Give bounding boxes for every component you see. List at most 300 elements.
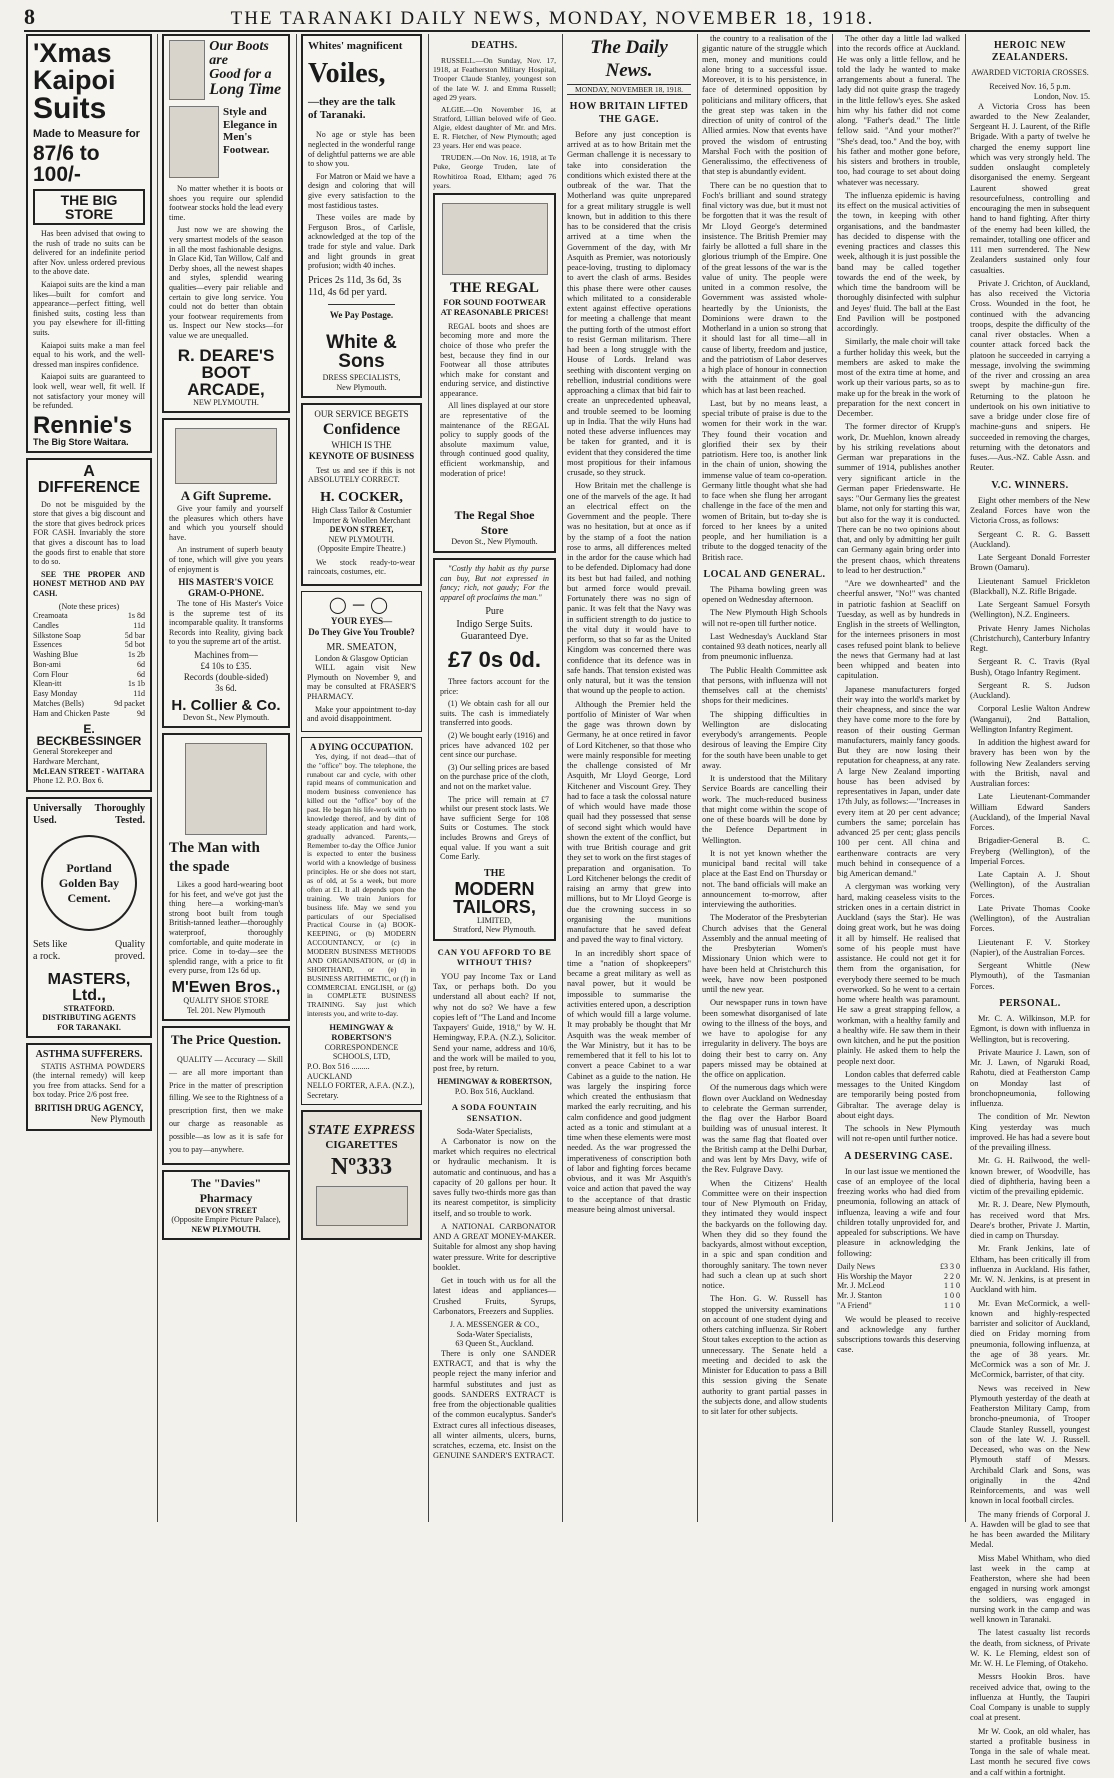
ad-headline: ASTHMA SUFFERERS. — [35, 1049, 143, 1061]
column-7 — [837, 34, 960, 1524]
personal-item: Mr W. Cook, an old whaler, has started a profitable business in Tonga in the sale of whale meat. Last month he secured five cows and a calf within a fortnight. — [970, 1726, 1090, 1777]
price-item-value: 11d — [133, 689, 145, 699]
ad-text: Yes, dying, if not dead—that of the "office" boy. The telephone, the runabout car and cycle, with other rapid means of communication and modern business convenience has killed out the "office" boy of the past. He began his life-work with no knowledge thereof, and by dint of steady application and hard work, gradually advanced. Parents,—Remember to-day the Office Junior is expected to enter the business world with a knowledge of business principles. He or she does not start, as of old, at 5s a week, but more often at £1. It all depends upon the training. We train Juniors for business life. May we send you particulars of our Specialised Practical Course in (a) BOOK-KEEPING, or (b) MODERN ACCOUNTANCY, or (c) in MODERN BUSINESS METHODS AND ORGANISATION, or (d) in SHORTHAND, or (e) in BUSINESS ARITHMETIC, or (f) in COMMERCIAL ENGLISH, or (g) in COMPLETE BUSINESS TRAINING. Say just which interests you, and write to-day. — [307, 751, 416, 1019]
ad-quote: "Costly thy habit as thy purse can buy, But not expressed in fancy; rich, not gaudy; For the apparel oft proclaims the man." — [440, 564, 549, 602]
personal-item: Miss Mabel Whitham, who died last week in the camp at Featherston, where she had been engaged in nursing work amongst the soldiers, was engaged in nursing work in the camp and was well known in Taranaki. — [970, 1553, 1090, 1624]
subscription-value: 1 1 0 — [944, 1300, 960, 1310]
column-rule — [157, 34, 158, 1522]
optician-ad — [301, 591, 422, 732]
ad-price: Prices 2s 11d, 3s 6d, 3s — [308, 274, 402, 286]
ad-text: The price will remain at £7 whilst our present stock lasts. We have sufficient Serge for 108 Suits or Costumes. The stock includes Browns and Greys of equal value. If you want a suit Come Early. — [440, 794, 549, 862]
ad-text: Pure — [485, 606, 504, 618]
advertiser-town: New Plymouth — [90, 1113, 145, 1124]
gramophone-ad — [162, 418, 290, 728]
advertiser-address: McLEAN STREET - WAITARA — [33, 766, 145, 776]
subscription-label: His Worship the Mayor — [837, 1271, 912, 1281]
advertiser-name: MODERN — [454, 878, 535, 899]
advertiser-name: The Regal Shoe Store — [454, 508, 535, 537]
news-item: Last Wednesday's Auckland Star contained 93 death notices, nearly all from pneumonic influenza. — [702, 631, 827, 662]
death-notice: ALGIE.—On November 16, at Stratford, Lillian beloved wife of Geo. Algie, eldest daughter of Mr. and Mrs. E. R. Fletcher, of New Plymouth; aged 23 years. Her end was peace. — [433, 104, 556, 151]
advertiser-address: 63 Queen St., Auckland. — [455, 1339, 534, 1349]
article-body — [702, 34, 827, 563]
boot-illustration — [169, 40, 205, 100]
ad-subhead: Made to Measure for — [33, 128, 140, 140]
ad-subhead: Elegance in — [223, 118, 278, 131]
news-item: Similarly, the male choir will take a further holiday this week, but the members are asked to make the most of the extra time at home, and work up their various parts, so as to make up for the break in the work of preparation for the next concert in December. — [837, 337, 960, 418]
ad-headline: 'Xmas — [33, 38, 112, 68]
advertiser-town: Devon St., New Plymouth. — [451, 537, 538, 547]
death-notice: TRUDEN.—On Nov. 16, 1918, at Te Puke, George Truden, late of Rowhitiroa Road, Eltham; aged 76 years. — [433, 153, 556, 190]
advertiser-name: Rennie's — [33, 411, 133, 439]
shoe-illustration — [169, 106, 219, 178]
death-notice: RUSSELL.—On Sunday, Nov. 17, 1918, at Featherston Military Hospital, Trooper Claude Stanley, youngest son of the late W. J. and Emma Russell; aged 29 years. — [433, 56, 556, 102]
vc-recipient: Lieutenant Samuel Frickleton (Blackball), N.Z. Rifle Brigade. — [970, 576, 1090, 596]
ad-text: Machines from— — [194, 650, 258, 661]
advertiser-name: MASTERS, Ltd., — [47, 970, 131, 1004]
article-paragraph: Private J. Crichton, of Auckland, has also received the Victoria Cross. Wounded in the foot, he continued with the advancing troops, despite the difficulty of the canal river obstacles. When a counter attack forced back the platoon he succeeded in carrying a message, involving the swimming of the river and crossing an area swept by machine-gun fire. Returning to the platoon he undertook on his own initiative to save a bridge under close fire of machine-guns and snipers. He succeeded in removing the charges, returning with the detonators and fuses.—Aus.-NZ. Cable Assn. and Reuter. — [970, 278, 1090, 473]
news-item: The New Plymouth High Schools will not re-open till further notice. — [702, 608, 827, 628]
mewen-boots-ad — [162, 733, 290, 1021]
vc-list — [970, 792, 1090, 992]
personal-news-list — [970, 1014, 1090, 1778]
ad-text: Three factors account for the price: — [440, 677, 549, 696]
personal-item: The latest casualty list records the death, from sickness, of Private W. K. Le Fleming, eldest son of Mr. W. H. Le Fleming, of Otakeho. — [970, 1628, 1090, 1668]
product-name: Nº333 — [330, 1153, 393, 1180]
news-item: London cables that deferred cable messages to the United Kingdom are temporarily being posted from Gibraltar. The average delay is about eight days. — [837, 1069, 960, 1120]
subscription-label: Mr. J. Stanton — [837, 1291, 882, 1301]
ad-headline: of Taranaki. — [308, 108, 366, 121]
ad-text: Give your family and yourself the pleasures which others have and which you yourself should have. — [169, 503, 283, 542]
price-item-value: 11d — [133, 620, 145, 630]
section-heading: LOCAL AND GENERAL. — [703, 568, 826, 580]
column-rule — [965, 34, 966, 1522]
ad-headline: Kaipoi — [33, 65, 116, 95]
ad-text: No age or style has been neglected in the wonderful range of delightful patterns we are able to show you. — [308, 130, 415, 169]
ad-headline: Suits — [33, 92, 107, 125]
ad-headline: A Gift Supreme. — [180, 488, 272, 504]
store-logo: THE BIG STORE — [33, 189, 145, 225]
ad-text: QUALITY — Accuracy — Skill — are all more important than Price in the matter of prescription filling. We see to the Rightness of a prescription first, then we make our charge as reasonable as possible—as low as it is safe for you to pay—anywhere. — [169, 1055, 283, 1154]
ad-text: Just now we are showing the very smartest models of the season in all the most fashionable designs. In Glace Kid, Tan Willow, Calf and Derby shoes, all the newest shapes and styles, splendid wearing qualities—every pair reliable and certain to give long service. You could not do better than obtain your footwear requirements from us. Inspect our New stocks—for value we are unequalled. — [169, 225, 283, 340]
ad-text: There is only one SANDER EXTRACT, and that is why the people reject the many inferior and harmful substitutes and just as goods. SANDERS EXTRACT is free from the objectionable qualities of the common eucalyptus. Sander's Extract cures all infectious diseases, all winter ailments, ulcers, burns, scratches, eczema, etc. Insist on the GENUINE SANDER'S EXTRACT. — [433, 1348, 556, 1461]
ad-headline: A DYING OCCUPATION. — [310, 741, 413, 752]
editorial-masthead: The Daily News. — [590, 37, 668, 82]
ad-headline: Long Time — [209, 81, 282, 98]
ad-headline: Our Boots are — [209, 39, 269, 68]
price-question-ad — [162, 1026, 290, 1165]
advertiser-town: Stratford, New Plymouth. — [453, 925, 536, 935]
news-item: Of the numerous dags which were flown over Auckland on Wednesday to celebrate the German surrender, the flag over the Harbor Board building was of unusual interest. It was the same flag that floated over the British camp at the Delhi Durbar, and was lent by Mrs Davy, wife of the Rev. Fulgrave Davy. — [702, 1083, 827, 1175]
price-item-label: Klean-itt — [33, 679, 62, 689]
ad-headline: —they are the talk — [308, 95, 396, 108]
ad-price: £7 0s 0d. — [448, 647, 541, 673]
ad-note: (Note these prices) — [58, 601, 120, 611]
advertiser-name: HEMINGWAY & ROBERTSON, — [437, 1077, 552, 1087]
price-item-label: Matches (Bells) — [33, 698, 84, 708]
advertiser-name: J. A. MESSENGER & CO., — [449, 1320, 540, 1330]
section-heading: DEATHS. — [471, 40, 518, 51]
vc-recipient: Brigadier-General B. C. Freyberg (Wellington), of the Imperial Forces. — [970, 836, 1090, 866]
price-item-value: 6d — [137, 659, 145, 669]
news-item: The Hon. G. W. Russell has stopped the university examinations on account of one student dying and others catching influenza. Sir Robert Stout takes exception to the action as unnecessary. The Senate held a meeting and decided to ask the Minister for Education to pass a Bill this session giving the Senate authority to grant partial passes in the subjects done, and allow students to sit later for other subjects. — [702, 1294, 827, 1417]
personal-item: The many friends of Corporal J. A. Hawden will be glad to see that he has been awarded the Military Medal. — [970, 1509, 1090, 1550]
difference-ad — [26, 458, 152, 792]
ad-text: For Matron or Maid we have a design and coloring that will give every satisfaction to the most fastidious tastes. — [308, 171, 415, 210]
ad-headline: Whites' magnificent — [308, 40, 403, 52]
ad-text: (2) We bought early (1916) and prices have advanced 102 per cent since our purchase. — [440, 730, 549, 760]
subscription-label: "A Friend" — [837, 1300, 872, 1310]
article-headline: HEROIC NEW ZEALANDERS. — [991, 40, 1069, 64]
personal-item: Mr. G. H. Railwood, the well-known brewer, of Woodville, has died of diphtheria, having been a victim of the prevailing epidemic. — [970, 1156, 1090, 1196]
advertiser-name: HEMINGWAY & ROBERTSON'S — [329, 1022, 394, 1043]
advertiser-sub: London & Glasgow Optician — [314, 653, 409, 663]
ad-text: No matter whether it is boots or shoes you require our splendid footwear stocks hold the lead every time. — [169, 184, 283, 222]
price-item-value: 5d bot — [124, 640, 145, 650]
vc-list — [970, 530, 1090, 736]
ad-text: proved. — [114, 951, 145, 963]
ad-text: Thoroughly — [94, 802, 145, 814]
article-paragraph: Although the Premier held the portfolio of Minister of War when the gage was thrown down by Germany, he at once retired in favor of Lord Kitchener, so that those who were mainly responsible for meeting the challenge consisted of Mr Asquith, Mr Lloyd George, Lord Kitchener and Viscount Grey. They had to face a task the colossal nature of which would have made those quail had they possessed that sense of second sight which would have shown the extent of the conflict, but with true British courage and grit they set to work on the first stages of preparation and organisation. To Lord Kitchener belongs the credit of raising an army that grew into millions, but to Mr Lloyd George is due the crowning success in so organising the munitions manufacture that he saved defeat and paved the way to final victory. — [567, 699, 691, 945]
news-item: The Moderator of the Presbyterian Church advises that the General Assembly and the annual meeting of the Presbyterian Women's Missionary Union which were to have been held at Christchurch this week, have now been postponed until the new year. — [702, 913, 827, 995]
ad-price: 3s 6d. — [215, 682, 237, 693]
ad-text: Portland — [66, 861, 112, 876]
column-1 — [26, 34, 152, 1524]
article-paragraph: In addition the highest award for bravery has been won by the following New Zealanders serving with the British, naval and Australian forces: — [970, 738, 1090, 789]
davies-pharmacy-ad — [162, 1170, 290, 1240]
advertiser-sub: NELLO FORTER, A.F.A. (N.Z.), Secretary. — [307, 1081, 415, 1100]
column-rule — [832, 34, 833, 1522]
price-item-value: 1s 8d — [127, 611, 145, 621]
advertiser-phone: Tel. 201. New Plymouth — [186, 1005, 266, 1015]
article-paragraph: How Britain met the challenge is one of the marvels of the age. It had an electrical effect on the Government and the people. There was no hesitation, but at once as if by the stamp of a foot the nation rose to arms, all differences melted in the ardor for the cause which had to be defended. Diplomacy had done its best but had failed, and nothing but armed force would prevail. Fortunately there was no sign of panic. It was felt that the Navy was in sufficient strength to do justice to the vital duty it would have to perform, so that so far as the United Kingdom was concerned there was confidence that its defence was in safe hands. That tension existed was only natural, but it was the tension that wound up the people to action. — [567, 481, 691, 696]
ad-headline: Good for a — [209, 67, 272, 82]
correspondence-schools-ad — [301, 737, 422, 1106]
vc-recipient: Late Lieutenant-Commander William Edward Sanders (Auckland), of the Imperial Naval Forces. — [970, 792, 1090, 833]
advertiser-name: BOOT — [201, 362, 251, 382]
dateline: Received Nov. 16, 5 p.m. — [989, 82, 1071, 92]
news-item: The Public Health Committee ask that persons, with influenza will not themselves call at the chemists' shops for their medicines. — [702, 665, 827, 706]
advertiser-sub: The Big Store Waitara. — [33, 436, 129, 447]
article-paragraph: Eight other members of the New Zealand Forces have won the Victoria Cross, as follows: — [970, 495, 1090, 526]
advertiser-address: (Opposite Empire Theatre.) — [317, 544, 406, 554]
ad-text: Sets like — [33, 939, 68, 951]
news-item: Our newspaper runs in town have been somewhat disorganised of late owing to the illness of the boys, and we have to apologise for any irregularity in delivery. The boys are doing their best to carry on. Any papers missed may be obtained at the office on application. — [702, 998, 827, 1080]
ad-headline: The Man with — [169, 840, 260, 857]
ad-text: YOU pay Income Tax or Land Tax, or perhaps both. Do you understand all about each? If not, why not do so? We have a few copies left of "The Land and Income Taxpayers' Guide, 1918," by W. H. Hemingway, F.P.A. (N.Z.), Solicitor. Send your name, address and 10/6, and the work will be mailed to you, post free, by return. — [433, 971, 556, 1074]
personal-item: The condition of Mr. Newton King yesterday was much improved. He has had a severe bout of the prevailing illness. — [970, 1112, 1090, 1152]
ad-text: We stock ready-to-wear raincoats, costumes, etc. — [308, 557, 415, 577]
advertiser-sub: DISTRIBUTING AGENTS FOR TARANAKI. — [42, 1013, 136, 1032]
price-item-value: 6d — [137, 669, 145, 679]
article-paragraph: Before any just conception is arrived at as to how Britain met the German challenge it is necessary to take into consideration the conditions which existed there at the outbreak of the war. That the Motherland was quite unprepared for a great military struggle is well known, but in addition to this there has to be considered that the crisis arrived at a time when the Government of the day, with Mr Asquith as Premier, was notoriously peace-loving, trusting to diplomacy to avert the clash of arms. Besides this phase there were other causes which militated to a considerable extent against effective operations for meeting a challenge that meant the putting forth of the utmost effort to resist German militarism. There had been a long struggle with the House of Lords. Ireland was seething with discontent verging on rebellion, industrial conditions were approaching a climax that bid fair to create an unprecedented upheaval, and trouble seemed to be looming up in India. That the wily Huns had noted these adverse influences may be taken for granted, and it is evident that they considered the time most propitious for their infamous crusade, so they struck. — [567, 129, 691, 478]
news-item: A clergyman was working very hard, making ceaseless visits to the stricken ones in a certain district in Auckland (says the Star). He was doing great work, but he was doing it all by himself. He realised that some of his people must have assistance. He could not get it for them from the organisation, for everybody there seemed to be much overworked. So he went to a certain home where health was paramount. He saw a great strapping fellow, a workman, with a healthy family and a healthy wife. He saw them in their own kitchen, and he put the position plainly. He asked them to help the people next door. — [837, 882, 960, 1066]
masthead — [24, 4, 1090, 32]
news-item: The influenza epidemic is having its effect on the musical activities of the town, in keeping with other organisations, and the bandmaster has decided to dispense with the evening practices and classes this week, although it is just possible the band may be called together towards the end of the week, by which time the bandroom will be thoroughly disinfected with sulphur and Jeyes' fluid. The ball at the East End Pavilion will be postponed accordingly. — [837, 190, 960, 333]
vc-recipient: Lieutenant F. V. Storkey (Napier), of the Australian Forces. — [970, 937, 1090, 957]
section-heading: V.C. WINNERS. — [991, 479, 1069, 491]
subscription-label: Daily News — [837, 1261, 875, 1271]
ad-text: Golden Bay — [58, 875, 120, 890]
ad-text: An instrument of superb beauty of tone, which will give you years of enjoyment is — [169, 545, 283, 574]
ad-headline: CAN YOU AFFORD TO BE WITHOUT THIS? — [437, 947, 552, 968]
shoe-illustration — [442, 203, 548, 275]
column-5 — [567, 34, 691, 1524]
advertiser-name: TAILORS, — [453, 896, 536, 917]
price-item-label: Candles — [33, 620, 59, 630]
ad-text: These voiles are made by Ferguson Bros., of Carlisle, acknowledged at the top of the trade for style and value. Dark and light grounds in great profusion; width 40 inches. — [308, 213, 415, 271]
ad-text: Cement. — [67, 890, 111, 905]
article-headline: HOW BRITAIN LIFTED THE GAGE. — [569, 101, 689, 125]
ad-text: Likes a good hard-wearing boot for his feet, and we've got just the thing here—a working-man's strong boot built from tough British-tanned leather—thoroughly waterproof, thoroughly comfortable, and quite moderate in price. Come in to-day—see the splendid range, with a price to fit every purse, from 12s 6d up. — [169, 880, 283, 976]
advertiser-town: NEW PLYMOUTH. — [328, 534, 395, 544]
ad-headline: A DIFFERENCE — [37, 462, 141, 496]
advertiser-name: H. COCKER, — [320, 489, 403, 505]
ad-subhead: FOR SOUND FOOTWEAR AT REASONABLE PRICES! — [440, 297, 549, 318]
ad-text: KEYNOTE OF BUSINESS — [308, 450, 415, 461]
subscription-list — [837, 1262, 960, 1311]
vc-recipient: Late Sergeant Samuel Forsyth (Wellington), N.Z. Engineers. — [970, 600, 1090, 620]
price-item-value: 1s 1b — [127, 679, 145, 689]
ad-headline: The Price Question. — [170, 1032, 282, 1048]
column-3 — [301, 34, 422, 1524]
article-paragraph: There can be no question that to Foch's brilliant and sound strategy final victory was due, but it must not be forgotten that it was the result of Mr Lloyd George's determined insistence. The British Premier may fairly be allotted a full share in the glorious triumph of the Empire. One of the great lessons of the war is the value of unity. The people were united in a common resolve, the Government was assisted whole-heartedly by the Unionists, the Dominions were drawn to the Motherland in a union so strong that it should last for all time—all in cause of liberty, freedom and justice, and the patriotism of Labor deserves a high place of honour in connection with the attainment of the goal which has at last been reached. — [702, 180, 827, 395]
price-item-value: 1s 2b — [127, 650, 145, 660]
advertiser-phone: Phone 12. P.O. Box 6. — [33, 776, 104, 786]
ad-text: OUR SERVICE BEGETS — [314, 409, 409, 420]
advertiser-name: MR. SMEATON, — [326, 641, 397, 653]
article-body — [567, 130, 691, 1215]
advertiser-name: The "Davies" Pharmacy — [190, 1176, 262, 1206]
advertiser-sub: General Storekeeper and Hardware Merchant, — [33, 747, 113, 767]
ad-text: Get in touch with us for all the latest ideas and appliances—Crushed Fruits, Syrups, Carbonators, Freezers and Supplies. — [433, 1276, 556, 1316]
advertiser-address: DEVON STREET, — [329, 525, 394, 535]
article-paragraph: In an incredibly short space of time a "nation of shopkeepers" became a great military as well as naval power, but it would be impossible to summarise the activities entered upon, a description of which would fill a large volume. It may probably be thought that Mr Asquith was the weak member of the War Ministry, but it has to be remembered that it fell to his lot to convert a peace Cabinet to a war Cabinet as a guide to the nation. He was largely the inspiring force which created the enthusiasm that marked the early recruiting, and his calm confidence and good judgment acted as a tonic and stimulant at a time when these elements were most needed. As the war progressed the imperativeness of conscription both of labor and fighting forces became obvious, and it was Mr Asquith's voice and action that paved the way to the acceptance of that drastic measure being almost universal. — [567, 948, 691, 1214]
advertiser-address: DEVON STREET — [194, 1205, 258, 1215]
ad-text: a rock. — [33, 951, 61, 963]
modern-tailors-ad — [433, 558, 556, 941]
advertiser-sub: LIMITED, — [477, 915, 512, 925]
personal-item: Messrs Hookin Bros. have received advice that, owing to the influenza at Huntly, the Taupiri Coal Company is unable to supply coal at present. — [970, 1672, 1090, 1723]
ad-subhead: Soda-Water Specialists, — [456, 1127, 533, 1137]
news-item: It is understood that the Military Service Boards are cancelling their work. The much-reduced business that might come within the scope of one of these boards will be done by the Defence Department in Wellington. — [702, 774, 827, 845]
kaipoi-suits-ad — [26, 34, 152, 453]
news-item: The Pihama bowling green was opened on Wednesday afternoon. — [702, 584, 827, 605]
ad-price: 11d, 4s 6d per yard. — [308, 286, 388, 298]
ad-text: WILL again visit New Plymouth on November 9, and may be consulted at FRASER'S PHARMACY. — [307, 663, 416, 702]
ad-text: We Pay Postage. — [329, 310, 394, 321]
news-item: The other day a little lad walked into the records office at Auckland. He was only a little fellow, and he told the lady he wanted to make arrangements about a funeral. The lady did not quite grasp the tragedy in the little fellow's eyes. She asked him why his father did not come along. "Father's dead." The little fellow said. "And your mother?" "She's dead, too." And the boy, with his father and mother gone before, his sisters and brothers in trouble, too, had courage to set about doing whatever was necessary. — [837, 34, 960, 187]
price-list — [33, 611, 145, 718]
vc-recipient: Corporal Leslie Walton Andrew (Wanganui), 2nd Battalion, Wellington Infantry Regiment. — [970, 704, 1090, 734]
personal-item: Mr. Frank Jenkins, late of Eltham, has been critically ill from influenza in Auckland. His father, Mr. W. N. Jenkins, is at present in Auckland with him. — [970, 1244, 1090, 1295]
section-heading: A DESERVING CASE. — [844, 1150, 953, 1162]
advertiser-name: White & Sons — [326, 332, 397, 373]
spectacles-icon: ◯─◯ — [328, 597, 395, 615]
column-2 — [162, 34, 290, 1524]
ad-text: Kaiapoi suits are the kind a man likes—built for comfort and appearance—perfect fitting, well finished suits, costing less than you pay elsewhere for ill-fitting suits. — [33, 279, 145, 337]
advertiser-sub: Importer & Woollen Merchant — [312, 515, 411, 525]
ad-subhead: Footwear. — [223, 143, 270, 156]
advertiser-town: New Plymouth. — [336, 382, 387, 392]
price-item-value: 9d packet — [114, 698, 145, 708]
advertiser-town: NEW PLYMOUTH. — [193, 397, 259, 407]
article-paragraph: We would be pleased to receive and acknowledge any further subscriptions towards this deserving case. — [837, 1314, 960, 1355]
advertiser-town: Devon St., New Plymouth. — [182, 712, 270, 722]
article-paragraph: In our last issue we mentioned the case of an employee of the local freezing works who had died from pneumonia, following an attack of influenza, leaving a wife and four children totally unprovided for, and appealed for subscriptions. We have pleasure in acknowledging the following: — [837, 1166, 960, 1258]
ad-text: The tone of His Master's Voice is the supreme test of its incomparable quality. It transforms Records into Reality, giving back to you the supreme art of the artist. — [169, 599, 283, 647]
news-item: The shipping difficulties in Wellington are dislocating everybody's arrangements. People desirous of leaving the Empire City for the south have been unable to get away. — [702, 709, 827, 770]
ad-headline: Voiles, — [308, 58, 386, 90]
article-paragraph: the country to a realisation of the gigantic nature of the struggle which men, money and munitions could alone bring to a successful issue. Moreover, it is to his persistence, in face of determined opposition by politicians and military officers, that the great step was taken in the direction of unity of control of the Allied armies. Now that events have proved the wisdom of entrusting Marshal Foch with the position of Generalissimo, the effectiveness of that step is abundantly evident. — [702, 34, 827, 177]
article-paragraph: A Victoria Cross has been awarded to the New Zealander, Sergeant H. J. Laurent, of the Rifle Brigade. With a party of twelve he charged the enemy support line which was very strongly held. The sudden onslaught completely disorganised the enemy. Sergeant Laurent showed great resourcefulness, controlling and encouraging the men in subsequent hand to hand fighting. After thirty of the enemy had been killed, the remainder, totalling one officer and 111 men surrendered. The New Zealanders sustained only four casualties. — [970, 101, 1090, 275]
price-item-label: Ham and Chicken Paste — [33, 708, 110, 718]
ad-text: A Carbonator is now on the market which requires no electrical or hydraulic mechanism. It is automatic and continuous, and has a capacity of 20 gallons per hour. It saves fully two-thirds more gas than its nearest competitor, is simplicity itself, and so trouble to work. — [433, 1136, 556, 1218]
personal-item: Mr. C. A. Wilkinson, M.P. for Egmont, is down with influenza in Wellington, but is recovering. — [970, 1014, 1090, 1044]
ad-text: Tested. — [115, 815, 145, 827]
ad-text: Universally — [33, 802, 82, 814]
ad-text: Kaiapoi suits are guaranteed to look well, wear well, fit well. If not satisfactory your money will be refunded. — [33, 372, 145, 411]
page-title: THE TARANAKI DAILY NEWS, MONDAY, NOVEMBER 18, 1918. — [230, 8, 875, 29]
subscription-value: £3 3 0 — [940, 1261, 960, 1271]
product-name: HIS MASTER'S VOICE GRAM-O-PHONE. — [178, 577, 274, 599]
ad-headline: Confidence — [322, 421, 401, 439]
vc-recipient: Late Captain A. J. Shout (Wellington), of the Australian Forces. — [970, 870, 1090, 900]
column-rule — [428, 34, 429, 1522]
news-item: It is not yet known whether the municipal band recital will take place at the East End on Thursday or not. The band officials will make an announcement to-morrow, after interviewing the authorities. — [702, 848, 827, 910]
price-item-value: 5d bar — [124, 630, 145, 640]
column-rule — [296, 34, 297, 1522]
advertiser-town: NEW PLYMOUTH. — [191, 1224, 261, 1234]
price-item-label: Corn Flour — [33, 669, 69, 679]
deare-boots-ad — [162, 34, 290, 413]
subscription-value: 2 2 0 — [944, 1271, 960, 1281]
ad-text: Has been advised that owing to the rush of trade no suits can be delivered for an indefinite period after Nov. unless ordered previous to the above date. — [33, 229, 145, 277]
column-8 — [970, 34, 1090, 1777]
ad-price: 87/6 to 100/- — [33, 142, 100, 186]
ad-headline: CIGARETTES — [325, 1139, 398, 1152]
advertiser-name: R. DEARE'S — [177, 345, 275, 365]
ad-text: Used. — [33, 815, 57, 827]
advertiser-name: THE — [483, 867, 506, 879]
advertiser-name: H. Collier & Co. — [171, 696, 281, 714]
vc-recipient: Sergeant Whittle (New Plymouth), of the Tasmanian Forces. — [970, 961, 1090, 991]
vc-recipient: Sergeant C. R. G. Bassett (Auckland). — [970, 529, 1090, 549]
ad-text: STATIS ASTHMA POWDERS (the internal remedy) will keep you free from attacks. Send for a box today. Price 2/6 post free. — [33, 1061, 145, 1100]
advertiser-sub: QUALITY SHOE STORE — [183, 996, 269, 1006]
column-6 — [702, 34, 827, 1524]
personal-item: Private Maurice J. Lawn, son of Mr. J. Lawn, of Ngaruki Road, Rahotu, died at Featherston Camp on Monday last of bronchopneumonia, following influenza. — [970, 1047, 1090, 1108]
price-item-value: 9d — [137, 708, 145, 718]
advertiser-address: P.O. Box 516, Auckland. — [454, 1086, 535, 1096]
ad-text: (1) We obtain cash for all our suits. The cash is immediately transferred into goods. — [440, 699, 549, 728]
ad-headline: A SODA FOUNTAIN SENSATION. — [451, 1102, 538, 1123]
local-news-list — [702, 585, 827, 1418]
ad-text: Records (double-sided) — [183, 671, 269, 682]
advertiser-address: P.O. Box 516 ......... AUCKLAND — [307, 1061, 370, 1081]
gramophone-illustration — [175, 428, 277, 484]
dateline: London, Nov. 15. — [1033, 91, 1090, 101]
section-heading: PERSONAL. — [999, 997, 1061, 1009]
cigarette-tin-illustration — [316, 1186, 408, 1226]
ad-headline: THE REGAL — [450, 279, 539, 296]
advertiser-sub: CORRESPONDENCE SCHOOLS, LTD, — [324, 1042, 399, 1062]
ad-text: Indigo Serge Suits. — [456, 618, 533, 630]
ad-text: SEE THE PROPER AND HONEST METHOD AND PAY CASH. — [33, 569, 145, 599]
ad-text: (3) Our selling prices are based on the purchase price of the cloth, and not on the market value. — [440, 762, 549, 791]
advertiser-name: BRITISH DRUG AGENCY, — [34, 1102, 144, 1113]
price-item-label: Washing Blue — [33, 650, 78, 660]
ad-text: A NATIONAL CARBONATOR AND A GREAT MONEY-MAKER. Suitable for almost any shop having water pressure. Write for descriptive booklet. — [433, 1221, 556, 1272]
cement-bag-illustration — [41, 835, 137, 931]
advertiser-sub: Soda-Water Specialists, — [456, 1329, 533, 1339]
editorial-date: MONDAY, NOVEMBER 18, 1918. — [567, 84, 691, 95]
vc-recipient: Late Sergeant Donald Forrester Brown (Oamaru). — [970, 553, 1090, 573]
column-4 — [433, 34, 556, 1524]
news-item: When the Citizens' Health Committee were on their inspection tour of New Plymouth on Friday, they intimated they would inspect the backyards on the following day. When they did so they found the backyards, almost without exception, in a spic and span condition and thoroughly sanitary. The town never had such a clean up at such short notice. — [702, 1178, 827, 1291]
state-express-ad — [301, 1110, 422, 1240]
ad-subhead: Men's — [223, 131, 252, 144]
white-sons-voiles-ad — [301, 34, 422, 398]
ad-text: WHICH IS THE — [331, 439, 392, 450]
news-item: The former director of Krupp's work, Dr. Muehlon, known already by his striking revelations about German war preparations in the summer of 1914, publishes another very significant article in the German paper Friedenswarte. He says: "Our Germany lies the greatest blame, not only for starting this war, but also for the way it is conducted. There can be no two opinions about that, and only by admitting her guilt can Germany again bring order into the present chaos, which threatens to lead to her destruction." — [837, 422, 960, 575]
personal-item: Mr. Evan McCormick, a well-known and highly-respected barrister and solicitor of Auckland, died on Friday morning from pneumonia, following influenza, at the age of 38 years. Mr. McCormick was a son of Mr. J. McCormick, barrister, of that city. — [970, 1298, 1090, 1380]
article-paragraph: Last, but by no means least, a special tribute of praise is due to the women for their work in the war. They found their vocation and glorified their sex by their patriotism. Here too, is another link in the chain of union, showing the immense value of team co-operation. Germany little thought what she had to face when she flung her arrogant challenge in the face of the men and women of Britain, but to-day she is forced to her knees by a united people, and her humiliation is a tribute to the dogged tenacity of the British race. — [702, 398, 827, 562]
news-item: Japanese manufacturers forged their way into the world's market by their cheapness, and since the war they have come more to the fore by reason of their ousting German manufacturers, mainly fancy goods. But they are now losing their reputation for cheapness, at any rate. A large New Zealand importing house has been advised by representatives in Japan, under date 17th July, as follows:—"Increases in every item at 20 per cent advance; cumbers the same; porcelain has advanced 25 per cent; glass pencils 100 per cent. All china and earthenware contracts are very much behind in consequence of a big American demand." — [837, 684, 961, 878]
ad-headline: YOUR EYES— — [330, 615, 393, 626]
ad-text: Do not be misguided by the store that gives a big discount and the store that gives bedrock prices FOR CASH. Invariably the store that gives a discount has to load the goods first to enable that store to do so. — [33, 499, 145, 567]
vc-recipient: Sergeant R. C. Travis (Ryal Bush), Otago Infantry Regiment. — [970, 657, 1090, 677]
ad-headline: STATE EXPRESS — [308, 1123, 415, 1139]
ad-price: £4 10s to £35. — [200, 660, 252, 671]
man-with-spade-illustration — [185, 743, 267, 835]
vc-recipient: Private Henry James Nicholas (Christchurch), Canterbury Infantry Regt. — [970, 623, 1090, 654]
cocker-tailor-ad — [301, 403, 422, 586]
price-item-label: Easy Monday — [33, 689, 78, 699]
price-item-label: Silkstone Soap — [33, 630, 81, 640]
ad-text: REGAL boots and shoes are becoming more and more the choice of those who prefer the best, because they find in our Footwear all those attributes which make for constant and enduring service, and distinctive appearance. — [440, 321, 549, 398]
advertiser-sub: DRESS SPECIALISTS, — [322, 373, 401, 383]
advertiser-address: (Opposite Empire Picture Palace), — [171, 1215, 281, 1225]
ad-subhead: Style and — [223, 106, 267, 118]
advertiser-name: ARCADE, — [187, 379, 265, 399]
ad-text: Kaiapoi suits make a man feel equal to his work, and the well-dressed man inspires confidence. — [33, 340, 145, 369]
ad-headline: the spade — [169, 858, 230, 875]
column-rule — [562, 34, 563, 1522]
advertiser-name: M'Ewen Bros., — [171, 979, 281, 997]
vc-recipient: Late Private Thomas Cooke (Wellington), of the Australian Forces. — [970, 903, 1090, 934]
cement-ad — [26, 797, 152, 1039]
ad-text: Guaranteed Dye. — [460, 630, 529, 642]
asthma-ad — [26, 1043, 152, 1131]
subscription-value: 1 0 0 — [944, 1291, 960, 1301]
page-number: 8 — [24, 4, 35, 29]
ad-text: Quality — [115, 939, 145, 951]
subscription-label: Mr. J. McLeod — [837, 1281, 885, 1291]
price-item-label: Bon-ami — [33, 659, 61, 669]
regal-shoe-ad — [433, 193, 556, 553]
subscription-value: 1 1 0 — [944, 1281, 960, 1291]
advertiser-name: E. BECKBESSINGER — [36, 722, 142, 749]
advertiser-sub: High Class Tailor & Costumier — [311, 505, 412, 515]
personal-item: Mr. R. J. Deare, New Plymouth, has received word that Mrs. Deare's brother, Private J. Martin, died in camp on Thursday. — [970, 1200, 1090, 1240]
price-item-label: Creamoata — [33, 611, 68, 621]
local-news-list — [837, 34, 960, 1145]
ad-headline: Do They Give You Trouble? — [308, 626, 415, 637]
price-item-label: Essences — [33, 640, 62, 650]
vc-recipient: Sergeant R. S. Judson (Auckland). — [970, 680, 1090, 701]
article-subhead: AWARDED VICTORIA CROSSES. — [971, 68, 1089, 78]
news-item: The schools in New Plymouth will not re-open until further notice. — [837, 1124, 960, 1144]
